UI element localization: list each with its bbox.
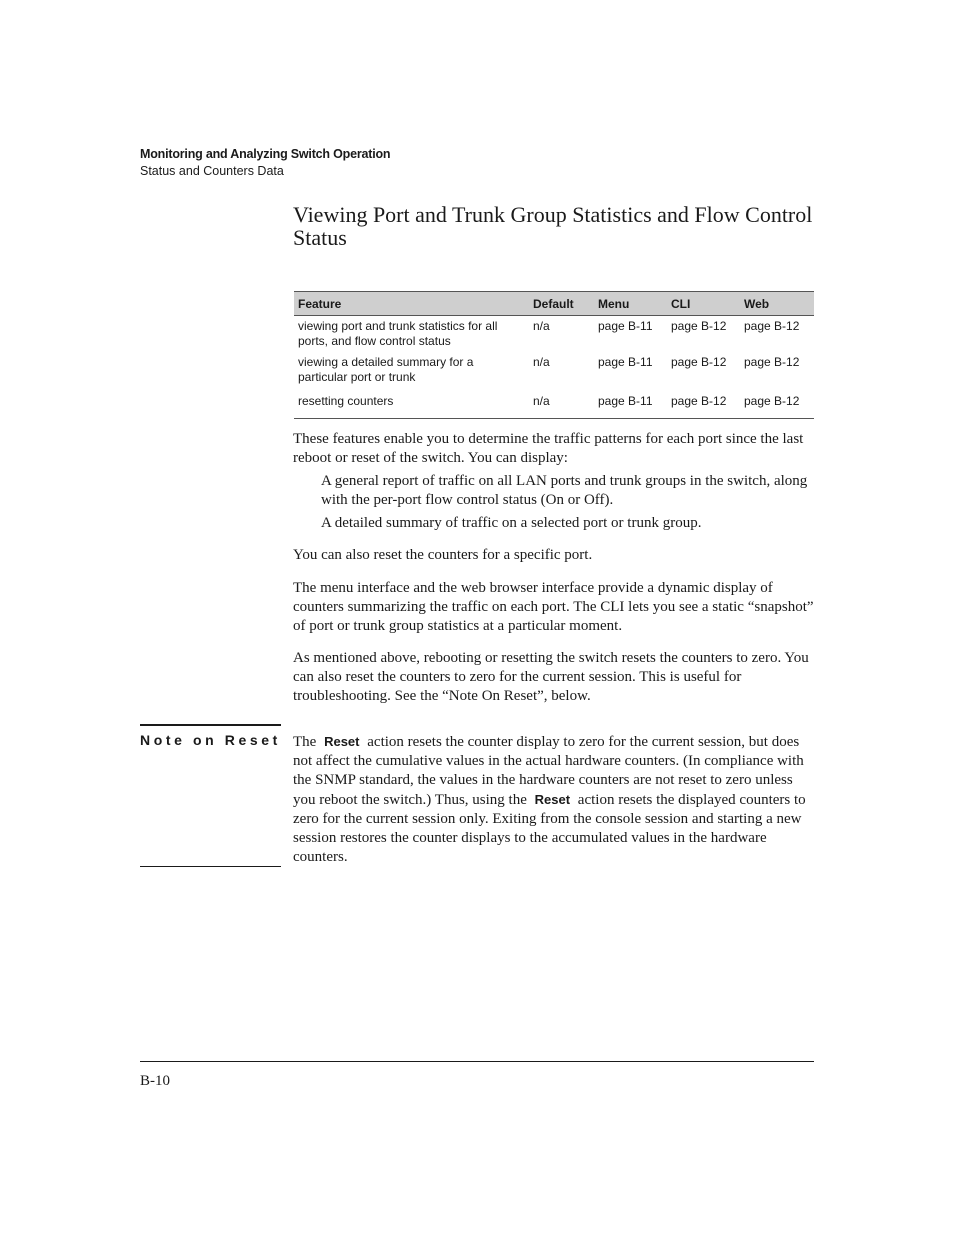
page-title: Viewing Port and Trunk Group Statistics and Flow Control Status: [293, 202, 813, 250]
note-label: Note on Reset: [140, 732, 281, 748]
table-cell-menu: page B-11: [598, 394, 653, 408]
interfaces-paragraph: The menu interface and the web browser interface provide a dynamic display of counters summarizing the traffic on each port. The CLI lets you see a static “snapshot” of port or trunk group statistics at a particular moment.: [293, 580, 814, 634]
intro-paragraph: These features enable you to determine the traffic patterns for each port since the last reboot or reset of the switch. You can display:: [293, 431, 804, 466]
note-divider-top: [140, 724, 281, 726]
footer-divider: [140, 1061, 814, 1062]
table-cell-web: page B-12: [744, 355, 800, 369]
note-divider-bottom: [140, 866, 281, 867]
table-cell-feature: viewing a detailed summary for a particular port or trunk: [298, 355, 474, 384]
note-paragraph: [293, 732, 815, 867]
feature-table: [294, 291, 814, 419]
column-header-feature: Feature: [294, 292, 529, 316]
table-header-row: [294, 292, 814, 316]
chapter-title: Monitoring and Analyzing Switch Operation: [140, 147, 391, 161]
column-header-web: Web: [740, 292, 814, 316]
table-cell-feature: resetting counters: [298, 394, 394, 408]
column-header-menu: Menu: [594, 292, 667, 316]
table-row: [294, 355, 814, 394]
column-header-cli: CLI: [667, 292, 740, 316]
note-text-part1: The: [293, 734, 317, 750]
list-item: A detailed summary of traffic on a selected port or trunk group.: [321, 515, 702, 531]
table-cell-menu: page B-11: [598, 355, 653, 369]
reset-keyword: Reset: [324, 734, 360, 749]
table-cell-web: page B-12: [744, 319, 800, 333]
table-cell-web: page B-12: [744, 394, 800, 408]
table-row: [294, 394, 814, 419]
note-text-part3: action resets the displayed counters to zero for the current session only. Exiting from the console session and starting a new session restores the counter displays to the accumulated values in the hardware counters.: [293, 792, 806, 865]
note-text-part2: action resets the counter display to zero for the current session, but does not affect the cumulative values in the actual hardware counters. (In compliance with the SNMP standard, the values in the hardware counters are not reset to zero unless you reboot the switch.) Thus, using the: [293, 734, 804, 808]
table-row: [294, 316, 814, 356]
table-cell-default: n/a: [533, 319, 550, 333]
reset-keyword: Reset: [534, 792, 571, 807]
table-cell-default: n/a: [533, 394, 550, 408]
mentioned-paragraph: As mentioned above, rebooting or resetting the switch resets the counters to zero. You can also reset the counters to zero for the current session. This is useful for troubleshooting. See the “Note On Reset”, below.: [293, 650, 809, 704]
list-item: A general report of traffic on all LAN ports and trunk groups in the switch, along with the per-port flow control status (On or Off).: [321, 473, 808, 508]
table-cell-cli: page B-12: [671, 319, 727, 333]
reset-paragraph: You can also reset the counters for a specific port.: [293, 547, 593, 563]
table-cell-feature: viewing port and trunk statistics for all ports, and flow control status: [298, 319, 498, 348]
column-header-default: Default: [529, 292, 594, 316]
table-cell-default: n/a: [533, 355, 550, 369]
table-cell-cli: page B-12: [671, 355, 727, 369]
table-cell-menu: page B-11: [598, 319, 653, 333]
page-number: B-10: [140, 1073, 170, 1089]
section-subtitle: Status and Counters Data: [140, 164, 284, 178]
table-cell-cli: page B-12: [671, 394, 727, 408]
